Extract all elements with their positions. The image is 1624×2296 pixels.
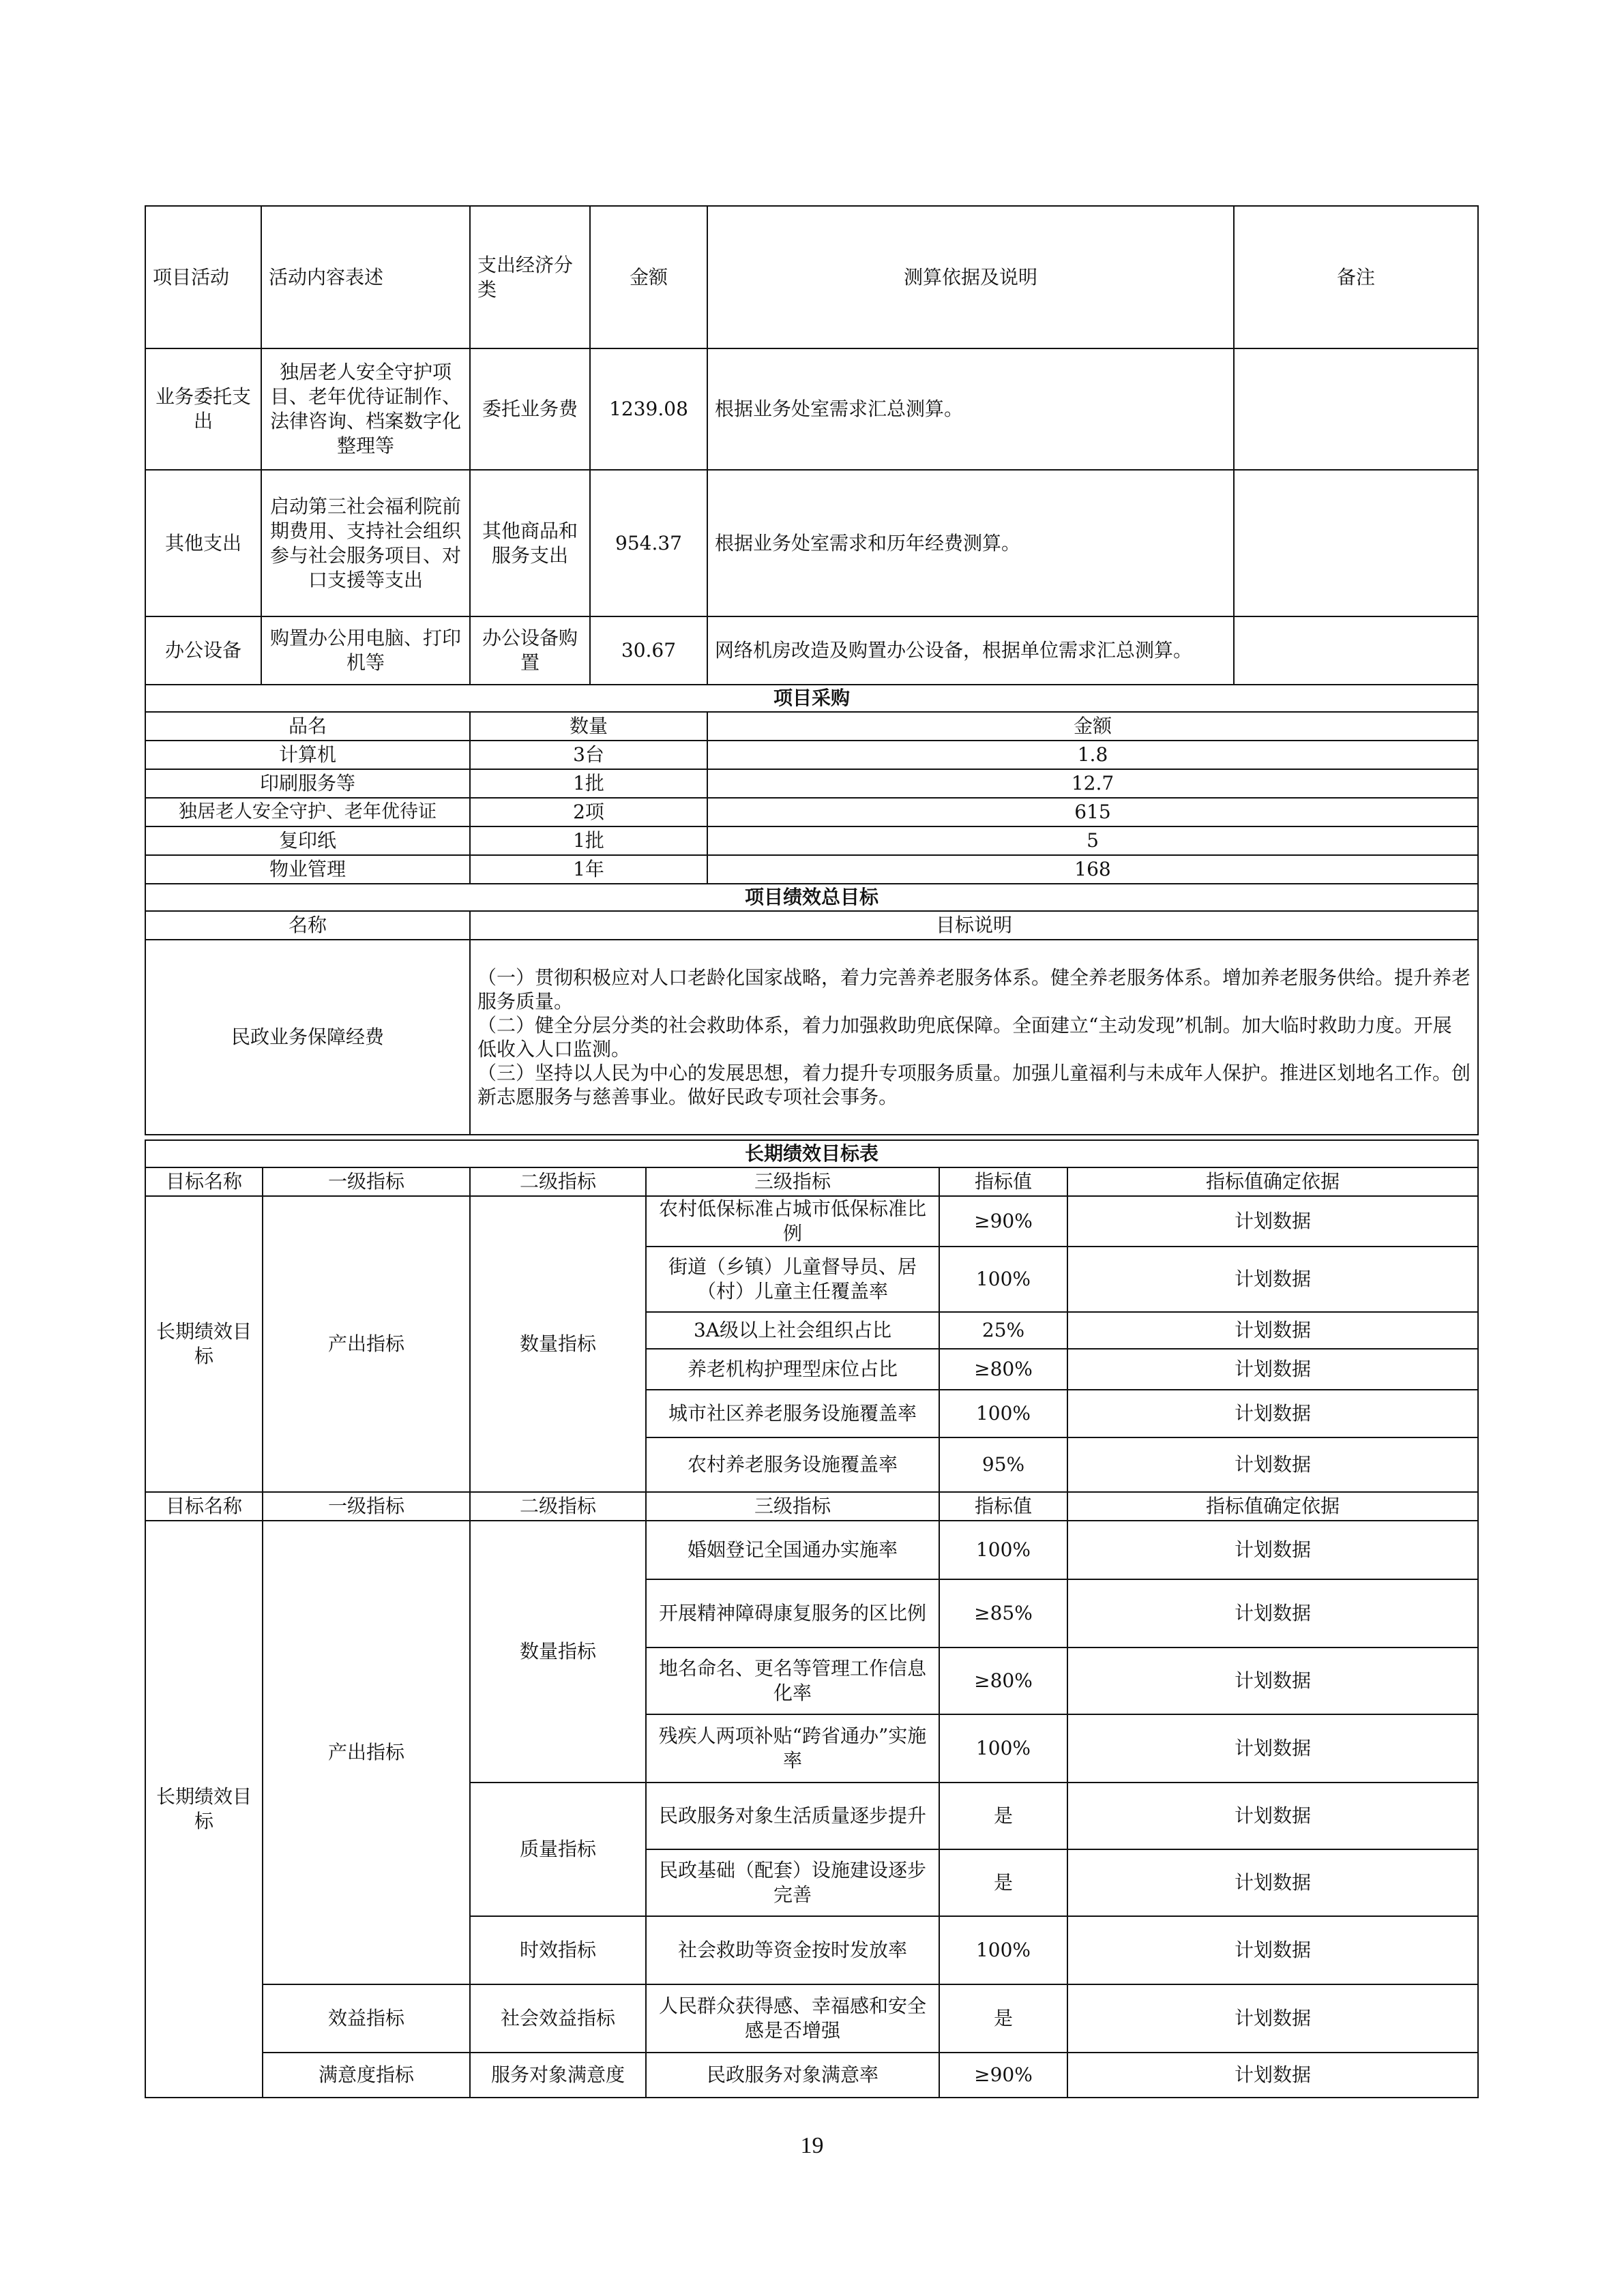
basis-cell: 计划数据	[1067, 1648, 1478, 1714]
table-header-row	[145, 1167, 1478, 1196]
level3-cell: 农村养老服务设施覆盖率	[646, 1437, 939, 1492]
header-cell: 目标说明	[470, 911, 1478, 940]
header-cell: 金额	[707, 712, 1478, 741]
header-cell: 金额	[590, 206, 707, 348]
item-name: 复印纸	[145, 826, 470, 855]
header-cell: 品名	[145, 712, 470, 741]
overall-goal-title: 项目绩效总目标	[145, 884, 1478, 911]
content-cell: 独居老人安全守护项目、老年优待证制作、法律咨询、档案数字化整理等	[261, 348, 470, 470]
note-cell	[1234, 616, 1478, 685]
header-cell: 指标值确定依据	[1067, 1492, 1478, 1521]
header-cell: 测算依据及说明	[707, 206, 1234, 348]
table-row	[145, 1984, 1478, 2053]
table-row	[145, 855, 1478, 884]
table-row	[145, 769, 1478, 798]
goal-line: （二）健全分层分类的社会救助体系，着力加强救助兜底保障。全面建立“主动发现”机制。加大临时救助力度。开展低收入人口监测。	[477, 1014, 1452, 1060]
table-row	[145, 470, 1478, 616]
value-cell: 是	[939, 1783, 1067, 1849]
level3-cell: 3A级以上社会组织占比	[646, 1312, 939, 1349]
activities-table	[145, 205, 1479, 685]
value-cell: 100%	[939, 1521, 1067, 1579]
table-row	[145, 1196, 1478, 1247]
level3-cell: 残疾人两项补贴“跨省通办”实施率	[646, 1714, 939, 1783]
value-cell: 95%	[939, 1437, 1067, 1492]
table-row	[145, 940, 1478, 1135]
content-cell: 启动第三社会福利院前期费用、支持社会组织参与社会服务项目、对口支援等支出	[261, 470, 470, 616]
level3-cell: 地名命名、更名等管理工作信息化率	[646, 1648, 939, 1714]
header-cell: 目标名称	[145, 1492, 263, 1521]
header-cell: 二级指标	[470, 1492, 646, 1521]
value-cell: ≥80%	[939, 1349, 1067, 1390]
level1-cell: 产出指标	[263, 1521, 470, 1984]
value-cell: 100%	[939, 1390, 1067, 1437]
category-cell: 委托业务费	[470, 348, 590, 470]
basis-cell: 计划数据	[1067, 1196, 1478, 1247]
value-cell: 25%	[939, 1312, 1067, 1349]
item-qty: 1批	[470, 826, 707, 855]
header-cell: 备注	[1234, 206, 1478, 348]
header-cell: 指标值	[939, 1492, 1067, 1521]
level3-cell: 开展精神障碍康复服务的区比例	[646, 1579, 939, 1648]
basis-cell: 根据业务处室需求汇总测算。	[707, 348, 1234, 470]
table-header-row	[145, 1492, 1478, 1521]
level3-cell: 社会救助等资金按时发放率	[646, 1916, 939, 1984]
value-cell: ≥90%	[939, 2053, 1067, 2098]
level2-cell: 时效指标	[470, 1916, 646, 1984]
goal-description	[470, 940, 1478, 1135]
table-row	[145, 2053, 1478, 2098]
basis-cell: 计划数据	[1067, 1579, 1478, 1648]
item-amount: 5	[707, 826, 1478, 855]
activity-cell: 业务委托支出	[145, 348, 261, 470]
basis-cell: 计划数据	[1067, 1916, 1478, 1984]
header-cell: 支出经济分类	[470, 206, 590, 348]
basis-cell: 计划数据	[1067, 1521, 1478, 1579]
table-row	[145, 616, 1478, 685]
level3-cell: 养老机构护理型床位占比	[646, 1349, 939, 1390]
category-cell: 办公设备购置	[470, 616, 590, 685]
amount-cell: 1239.08	[590, 348, 707, 470]
item-name: 独居老人安全守护、老年优待证	[145, 798, 470, 826]
level3-cell: 婚姻登记全国通办实施率	[646, 1521, 939, 1579]
item-qty: 1批	[470, 769, 707, 798]
procurement-title: 项目采购	[145, 685, 1478, 712]
item-name: 计算机	[145, 741, 470, 769]
level3-cell: 民政服务对象满意率	[646, 2053, 939, 2098]
header-cell: 二级指标	[470, 1167, 646, 1196]
value-cell: 是	[939, 1984, 1067, 2053]
content-cell: 购置办公用电脑、打印机等	[261, 616, 470, 685]
level3-cell: 民政服务对象生活质量逐步提升	[646, 1783, 939, 1849]
basis-cell: 计划数据	[1067, 1984, 1478, 2053]
goal-line: （三）坚持以人民为中心的发展思想，着力提升专项服务质量。加强儿童福利与未成年人保护。推进区划地名工作。创新志愿服务与慈善事业。做好民政专项社会事务。	[477, 1062, 1471, 1108]
table-header-row	[145, 206, 1478, 348]
table-row	[145, 741, 1478, 769]
item-qty: 1年	[470, 855, 707, 884]
header-cell: 活动内容表述	[261, 206, 470, 348]
value-cell: ≥85%	[939, 1579, 1067, 1648]
table-row	[145, 1521, 1478, 1579]
goal-name-cell: 长期绩效目标	[145, 1196, 263, 1492]
basis-cell: 根据业务处室需求和历年经费测算。	[707, 470, 1234, 616]
level1-cell: 产出指标	[263, 1196, 470, 1492]
header-cell: 名称	[145, 911, 470, 940]
item-name: 物业管理	[145, 855, 470, 884]
basis-cell: 计划数据	[1067, 1849, 1478, 1916]
basis-cell: 计划数据	[1067, 1783, 1478, 1849]
long-term-goal-table	[145, 1139, 1479, 2098]
value-cell: 是	[939, 1849, 1067, 1916]
header-cell: 数量	[470, 712, 707, 741]
value-cell: 100%	[939, 1714, 1067, 1783]
goal-name-cell: 长期绩效目标	[145, 1521, 263, 2098]
level2-cell: 数量指标	[470, 1521, 646, 1783]
level2-cell: 服务对象满意度	[470, 2053, 646, 2098]
note-cell	[1234, 348, 1478, 470]
procurement-table	[145, 684, 1479, 1135]
level3-cell: 民政基础（配套）设施建设逐步完善	[646, 1849, 939, 1916]
header-cell: 一级指标	[263, 1492, 470, 1521]
item-name: 印刷服务等	[145, 769, 470, 798]
value-cell: ≥80%	[939, 1648, 1067, 1714]
level3-cell: 街道（乡镇）儿童督导员、居（村）儿童主任覆盖率	[646, 1247, 939, 1312]
value-cell: ≥90%	[939, 1196, 1067, 1247]
item-amount: 615	[707, 798, 1478, 826]
category-cell: 其他商品和服务支出	[470, 470, 590, 616]
header-cell: 一级指标	[263, 1167, 470, 1196]
amount-cell: 954.37	[590, 470, 707, 616]
item-qty: 2项	[470, 798, 707, 826]
table-header-row	[145, 712, 1478, 741]
table-row	[145, 826, 1478, 855]
header-cell: 三级指标	[646, 1167, 939, 1196]
page-number: 19	[800, 2133, 824, 2158]
goal-name: 民政业务保障经费	[145, 940, 470, 1135]
table-header-row	[145, 911, 1478, 940]
value-cell: 100%	[939, 1916, 1067, 1984]
table-row	[145, 798, 1478, 826]
activity-cell: 办公设备	[145, 616, 261, 685]
basis-cell: 计划数据	[1067, 1312, 1478, 1349]
basis-cell: 网络机房改造及购置办公设备，根据单位需求汇总测算。	[707, 616, 1234, 685]
header-cell: 指标值确定依据	[1067, 1167, 1478, 1196]
item-amount: 12.7	[707, 769, 1478, 798]
header-cell: 三级指标	[646, 1492, 939, 1521]
item-amount: 168	[707, 855, 1478, 884]
level1-cell: 效益指标	[263, 1984, 470, 2053]
basis-cell: 计划数据	[1067, 1349, 1478, 1390]
basis-cell: 计划数据	[1067, 2053, 1478, 2098]
level1-cell: 满意度指标	[263, 2053, 470, 2098]
amount-cell: 30.67	[590, 616, 707, 685]
item-qty: 3台	[470, 741, 707, 769]
value-cell: 100%	[939, 1247, 1067, 1312]
basis-cell: 计划数据	[1067, 1390, 1478, 1437]
level2-cell: 社会效益指标	[470, 1984, 646, 2053]
header-cell: 目标名称	[145, 1167, 263, 1196]
level3-cell: 人民群众获得感、幸福感和安全感是否增强	[646, 1984, 939, 2053]
header-cell: 指标值	[939, 1167, 1067, 1196]
level2-cell: 质量指标	[470, 1783, 646, 1916]
activity-cell: 其他支出	[145, 470, 261, 616]
long-term-title: 长期绩效目标表	[145, 1140, 1478, 1167]
goal-line: （一）贯彻积极应对人口老龄化国家战略，着力完善养老服务体系。健全养老服务体系。增加养老服务供给。提升养老服务质量。	[477, 966, 1471, 1013]
basis-cell: 计划数据	[1067, 1437, 1478, 1492]
level3-cell: 城市社区养老服务设施覆盖率	[646, 1390, 939, 1437]
header-cell: 项目活动	[145, 206, 261, 348]
level2-cell: 数量指标	[470, 1196, 646, 1492]
note-cell	[1234, 470, 1478, 616]
item-amount: 1.8	[707, 741, 1478, 769]
level3-cell: 农村低保标准占城市低保标准比例	[646, 1196, 939, 1247]
basis-cell: 计划数据	[1067, 1247, 1478, 1312]
basis-cell: 计划数据	[1067, 1714, 1478, 1783]
table-row	[145, 348, 1478, 470]
